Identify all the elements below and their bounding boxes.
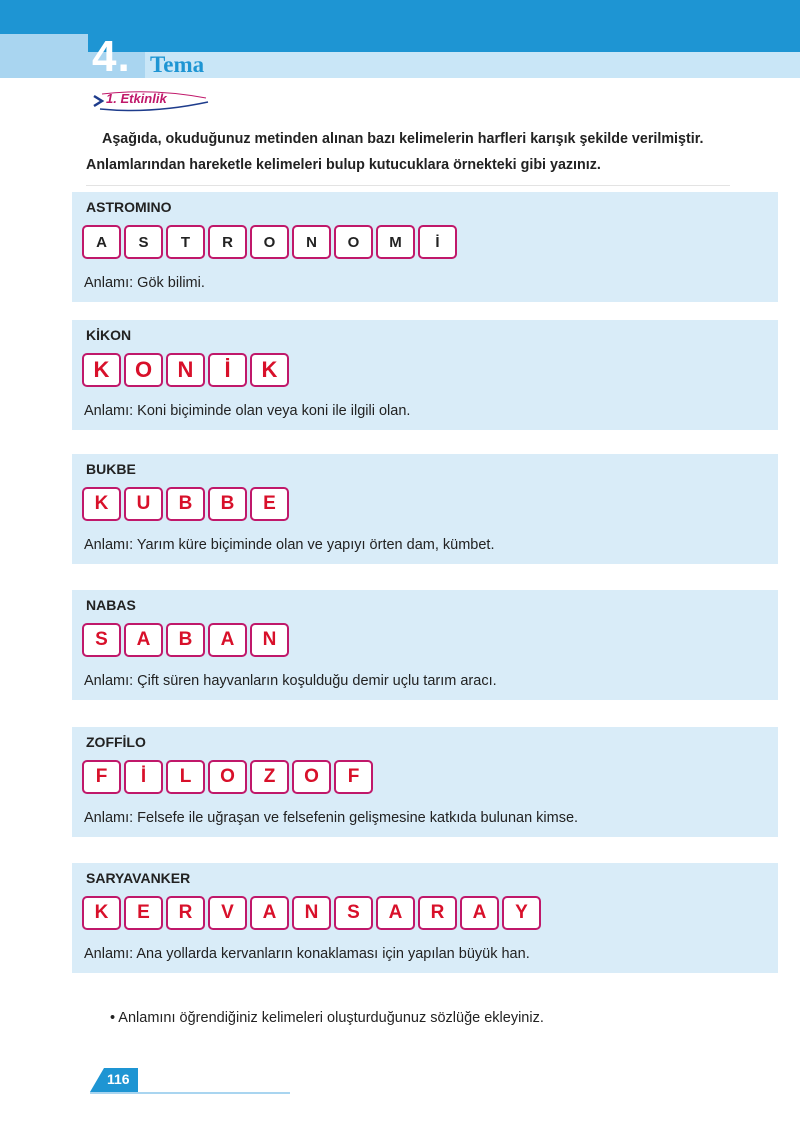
divider — [86, 185, 730, 186]
letter-box[interactable]: E — [124, 896, 163, 930]
letter-box[interactable]: B — [166, 487, 205, 521]
word-meaning: Anlamı: Yarım küre biçiminde olan ve yapıyı örten dam, kümbet. — [84, 537, 495, 553]
letter-box[interactable]: N — [250, 623, 289, 657]
letter-box[interactable]: F — [82, 760, 121, 794]
word-panel — [72, 727, 778, 837]
scrambled-word: ZOFFİLO — [86, 734, 146, 750]
letter-box[interactable]: A — [208, 623, 247, 657]
letter-box[interactable]: İ — [208, 353, 247, 387]
activity-label: 1. Etkinlik — [106, 91, 167, 106]
letter-box[interactable]: K — [250, 353, 289, 387]
letter-box[interactable]: K — [82, 487, 121, 521]
letter-box[interactable]: M — [376, 225, 415, 259]
word-panel — [72, 454, 778, 564]
scrambled-word: NABAS — [86, 597, 136, 613]
letter-box[interactable]: L — [166, 760, 205, 794]
letter-box[interactable]: İ — [124, 760, 163, 794]
scrambled-word: ASTROMINO — [86, 199, 172, 215]
activity-badge — [92, 90, 210, 112]
word-panel — [72, 192, 778, 302]
letter-box[interactable]: R — [418, 896, 457, 930]
letter-box[interactable]: S — [334, 896, 373, 930]
word-meaning: Anlamı: Koni biçiminde olan veya koni ile ilgili olan. — [84, 403, 411, 419]
letter-box[interactable]: K — [82, 896, 121, 930]
letter-box[interactable]: Z — [250, 760, 289, 794]
letter-boxes — [82, 760, 376, 794]
scrambled-word: BUKBE — [86, 461, 136, 477]
letter-box[interactable]: B — [208, 487, 247, 521]
letter-box[interactable]: O — [250, 225, 289, 259]
letter-box[interactable]: R — [166, 896, 205, 930]
letter-box[interactable]: N — [292, 896, 331, 930]
letter-box[interactable]: A — [124, 623, 163, 657]
letter-box[interactable]: O — [124, 353, 163, 387]
letter-boxes — [82, 225, 460, 259]
letter-box[interactable]: S — [82, 623, 121, 657]
letter-box[interactable]: B — [166, 623, 205, 657]
letter-box[interactable]: R — [208, 225, 247, 259]
theme-band — [145, 52, 800, 78]
letter-boxes — [82, 353, 292, 387]
letter-box[interactable]: A — [376, 896, 415, 930]
header-tab — [0, 34, 88, 78]
theme-number: 4. — [92, 32, 131, 81]
letter-box[interactable]: K — [82, 353, 121, 387]
footnote: • Anlamını öğrendiğiniz kelimeleri oluşturduğunuz sözlüğe ekleyiniz. — [110, 1010, 544, 1026]
letter-box[interactable]: S — [124, 225, 163, 259]
word-meaning: Anlamı: Gök bilimi. — [84, 275, 205, 291]
letter-box[interactable]: İ — [418, 225, 457, 259]
letter-box[interactable]: O — [208, 760, 247, 794]
letter-boxes — [82, 896, 544, 930]
letter-box[interactable]: N — [166, 353, 205, 387]
letter-boxes — [82, 623, 292, 657]
instructions: Aşağıda, okuduğunuz metinden alınan bazı kelimelerin harfleri karışık şekilde verilmiştir. Anlamlarından hareketle kelimeleri bulup kutucuklara örnekteki gibi yazınız. — [86, 131, 704, 173]
letter-box[interactable]: F — [334, 760, 373, 794]
scrambled-word: KİKON — [86, 327, 132, 343]
word-meaning: Anlamı: Çift süren hayvanların koşulduğu demir uçlu tarım aracı. — [84, 673, 497, 689]
page-footer-line — [90, 1092, 290, 1094]
scrambled-word: SARYAVANKER — [86, 870, 191, 886]
letter-box[interactable]: O — [292, 760, 331, 794]
letter-box[interactable]: T — [166, 225, 205, 259]
letter-box[interactable]: A — [82, 225, 121, 259]
letter-box[interactable]: A — [250, 896, 289, 930]
letter-box[interactable]: Y — [502, 896, 541, 930]
letter-box[interactable]: E — [250, 487, 289, 521]
letter-box[interactable]: N — [292, 225, 331, 259]
letter-box[interactable]: U — [124, 487, 163, 521]
word-meaning: Anlamı: Felsefe ile uğraşan ve felsefenin gelişmesine katkıda bulunan kimse. — [84, 810, 579, 826]
letter-box[interactable]: V — [208, 896, 247, 930]
word-meaning: Anlamı: Ana yollarda kervanların konaklaması için yapılan büyük han. — [84, 946, 530, 962]
theme-title: Tema — [150, 52, 205, 77]
word-panel — [72, 863, 778, 973]
word-panel — [72, 590, 778, 700]
word-panel — [72, 320, 778, 430]
letter-box[interactable]: O — [334, 225, 373, 259]
letter-box[interactable]: A — [460, 896, 499, 930]
page-number: 116 — [107, 1071, 130, 1087]
letter-boxes — [82, 487, 292, 521]
